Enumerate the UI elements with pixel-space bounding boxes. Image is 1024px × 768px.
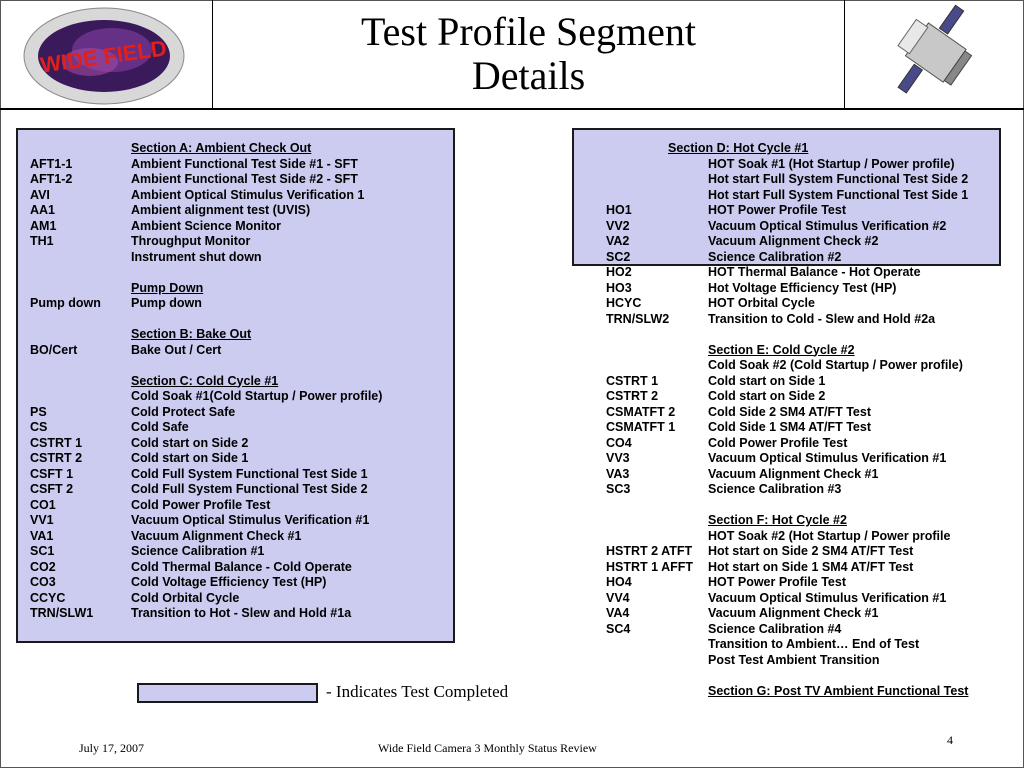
test-code: CO3 (30, 575, 56, 589)
test-code: TH1 (30, 234, 54, 248)
title-line-1: Test Profile Segment (361, 9, 696, 54)
test-code: CSTRT 2 (606, 389, 659, 403)
test-code: HO4 (606, 575, 632, 589)
test-code: HO3 (606, 280, 632, 295)
test-code: VV1 (30, 513, 54, 527)
section-heading: Section D: Hot Cycle #1 (668, 141, 809, 155)
test-description: Cold start on Side 2 (131, 435, 249, 450)
header-satellite-cell (845, 0, 1024, 110)
test-description: Instrument shut down (131, 249, 262, 264)
test-code: CSTRT 2 (30, 451, 83, 465)
test-description: Vacuum Alignment Check #1 (708, 466, 879, 481)
test-code: VV2 (606, 218, 630, 233)
test-description: Ambient Science Monitor (131, 218, 282, 233)
test-code: HSTRT 1 AFFT (606, 559, 694, 574)
section-heading: Section A: Ambient Check Out (131, 141, 312, 155)
test-code: CSFT 2 (30, 482, 74, 496)
test-description: Vacuum Alignment Check #1 (131, 528, 302, 543)
test-code: HO2 (606, 265, 632, 279)
test-code: CSTRT 1 (30, 435, 83, 450)
section-heading: Section F: Hot Cycle #2 (708, 513, 847, 527)
test-description: Cold Soak #1(Cold Startup / Power profile) (131, 389, 383, 403)
header-title-cell (213, 0, 845, 110)
test-description: Cold start on Side 1 (708, 373, 826, 388)
test-description: HOT Soak #1 (Hot Startup / Power profile) (708, 156, 955, 171)
page-number: 4 (947, 733, 953, 747)
test-code: CO1 (30, 497, 56, 512)
test-code: HCYC (606, 296, 642, 310)
header-logo-cell (0, 0, 213, 110)
test-description: Cold Orbital Cycle (131, 590, 240, 605)
test-description: Bake Out / Cert (131, 342, 222, 357)
test-description: Vacuum Optical Stimulus Verification #1 (708, 590, 947, 605)
test-description: HOT Soak #2 (Hot Startup / Power profile (708, 528, 951, 543)
section-heading: Pump Down (131, 280, 204, 295)
test-code: HSTRT 2 ATFT (606, 544, 693, 558)
test-description: HOT Power Profile Test (708, 575, 846, 589)
test-code: BO/Cert (30, 342, 78, 357)
test-description: Throughput Monitor (131, 234, 251, 248)
test-description: Ambient Optical Stimulus Verification 1 (131, 187, 365, 202)
hubble-telescope-icon (845, 0, 1024, 108)
test-code: HO1 (606, 203, 632, 217)
test-code: CSTRT 1 (606, 373, 659, 388)
legend-text: - Indicates Test Completed (326, 682, 509, 701)
test-description: Science Calibration #3 (708, 482, 842, 496)
test-description: Cold Full System Functional Test Side 1 (131, 466, 368, 481)
test-description: Hot start on Side 1 SM4 AT/FT Test (708, 559, 914, 574)
test-code: CS (30, 420, 48, 434)
test-description: Cold Protect Safe (131, 404, 236, 419)
test-description: Cold Power Profile Test (708, 435, 848, 450)
test-code: AFT1-1 (30, 156, 73, 171)
test-description: Post Test Ambient Transition (708, 652, 880, 667)
test-code: TRN/SLW1 (30, 606, 94, 620)
test-code: VA3 (606, 466, 630, 481)
test-description: Cold start on Side 1 (131, 451, 249, 465)
test-code: CO4 (606, 435, 632, 450)
test-description: Transition to Hot - Slew and Hold #1a (131, 606, 352, 620)
test-code: AVI (30, 187, 50, 202)
test-code: CSMATFT 2 (606, 404, 676, 419)
test-description: Vacuum Optical Stimulus Verification #2 (708, 218, 947, 233)
section-heading: Section C: Cold Cycle #1 (131, 373, 279, 388)
test-description: Transition to Ambient… End of Test (708, 637, 920, 651)
test-code: CSFT 1 (30, 466, 74, 481)
test-description: Ambient Functional Test Side #1 - SFT (131, 156, 358, 171)
test-description: Cold Side 1 SM4 AT/FT Test (708, 420, 871, 434)
test-description: Ambient alignment test (UVIS) (131, 203, 311, 217)
test-description: Hot Voltage Efficiency Test (HP) (708, 280, 897, 295)
test-description: HOT Power Profile Test (708, 203, 846, 217)
test-description: Cold Side 2 SM4 AT/FT Test (708, 404, 871, 419)
footer-title: Wide Field Camera 3 Monthly Status Review (378, 741, 597, 755)
wfc3-logo (0, 0, 212, 108)
test-description: Transition to Cold - Slew and Hold #2a (708, 311, 936, 326)
test-code: CSMATFT 1 (606, 420, 676, 434)
test-code: AM1 (30, 218, 57, 233)
test-description: Cold start on Side 2 (708, 389, 826, 403)
test-description: HOT Thermal Balance - Hot Operate (708, 265, 921, 279)
test-code: CCYC (30, 590, 66, 605)
test-description: Hot start on Side 2 SM4 AT/FT Test (708, 544, 914, 558)
test-description: Vacuum Optical Stimulus Verification #1 (708, 451, 947, 465)
test-description: Science Calibration #2 (708, 249, 842, 264)
test-code: AA1 (30, 203, 56, 217)
test-code: Pump down (30, 296, 101, 310)
footer-date: July 17, 2007 (79, 741, 145, 755)
test-description: HOT Orbital Cycle (708, 296, 815, 310)
test-code: PS (30, 404, 47, 419)
test-description: Vacuum Alignment Check #2 (708, 234, 879, 248)
test-code: SC3 (606, 482, 631, 496)
test-code: SC2 (606, 249, 631, 264)
test-code: VA2 (606, 234, 630, 248)
test-code: SC4 (606, 621, 631, 636)
test-code: VA4 (606, 606, 630, 620)
test-description: Cold Safe (131, 420, 189, 434)
test-description: Pump down (131, 296, 202, 310)
title-line-2: Details (471, 53, 586, 98)
svg-text:WIDE FIELD: WIDE FIELD (38, 35, 169, 78)
test-code: AFT1-2 (30, 172, 73, 186)
test-code: VV3 (606, 451, 630, 465)
page-title (213, 10, 844, 98)
test-description: Cold Thermal Balance - Cold Operate (131, 559, 352, 574)
test-code: SC1 (30, 544, 55, 558)
test-code: TRN/SLW2 (606, 311, 670, 326)
test-description: Vacuum Optical Stimulus Verification #1 (131, 513, 370, 527)
test-description: Hot start Full System Functional Test Side 1 (708, 187, 969, 202)
test-code: VV4 (606, 590, 630, 605)
slide-header (0, 0, 1024, 110)
test-description: Hot start Full System Functional Test Side 2 (708, 172, 969, 186)
test-description: Science Calibration #4 (708, 621, 842, 636)
test-description: Cold Power Profile Test (131, 497, 271, 512)
test-description: Cold Soak #2 (Cold Startup / Power profile) (708, 358, 963, 372)
legend-swatch (137, 683, 318, 703)
test-description: Cold Voltage Efficiency Test (HP) (131, 575, 327, 589)
test-description: Vacuum Alignment Check #1 (708, 606, 879, 620)
section-heading: Section E: Cold Cycle #2 (708, 342, 855, 357)
section-heading: Section B: Bake Out (131, 327, 252, 341)
test-description: Ambient Functional Test Side #2 - SFT (131, 172, 358, 186)
section-heading: Section G: Post TV Ambient Functional Test (708, 683, 969, 698)
test-code: VA1 (30, 528, 54, 543)
test-description: Cold Full System Functional Test Side 2 (131, 482, 368, 496)
test-description: Science Calibration #1 (131, 544, 265, 558)
test-code: CO2 (30, 559, 56, 574)
